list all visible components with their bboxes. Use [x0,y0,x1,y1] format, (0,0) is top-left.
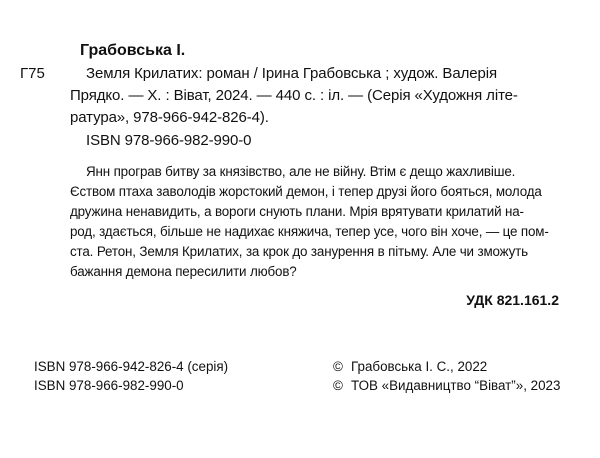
annotation-line: Єством птаха заволодів жорстокий демон, і тепер друзі його бояться, молода [70,184,542,199]
annotation-line: дружина ненавидить, а вороги снують плани. Мрія врятувати крилатий на- [70,204,524,219]
bibliographic-line: ратура», 978-966-942-826-4). [70,109,269,126]
copyright-author [333,359,487,374]
annotation-line: род, здається, більше не надихає княжича, тепер усе, чого він хоче, — це пом- [70,224,549,239]
classification-code: Г75 [20,65,45,82]
copyright-author-text: Грабовська І. С., 2022 [351,359,488,374]
copyright-icon: © [333,359,343,374]
annotation-line: бажання демона пересилити любов? [70,264,297,279]
author-heading: Грабовська І. [80,42,186,59]
udk-code: УДК 821.161.2 [466,292,559,308]
isbn-line: ISBN 978-966-982-990-0 [86,132,252,149]
annotation-line: ста. Ретон, Земля Крилатих, за крок до занурення в пітьму. Але чи зможуть [70,244,528,259]
isbn-book: ISBN 978-966-982-990-0 [34,378,184,393]
annotation-line: Янн програв битву за князівство, але не війну. Втім є дещо жахливіше. [86,164,516,179]
isbn-series: ISBN 978-966-942-826-4 (серія) [34,359,229,374]
bibliographic-line: Прядко. — Х. : Віват, 2024. — 440 с. : іл. — (Серія «Художня літе- [70,87,518,104]
bibliographic-line: Земля Крилатих: роман / Ірина Грабовська ; худож. Валерія [86,65,497,82]
copyright-publisher [333,378,560,393]
copyright-icon: © [333,378,343,393]
copyright-publisher-text: ТОВ «Видавництво “Віват”», 2023 [351,378,561,393]
